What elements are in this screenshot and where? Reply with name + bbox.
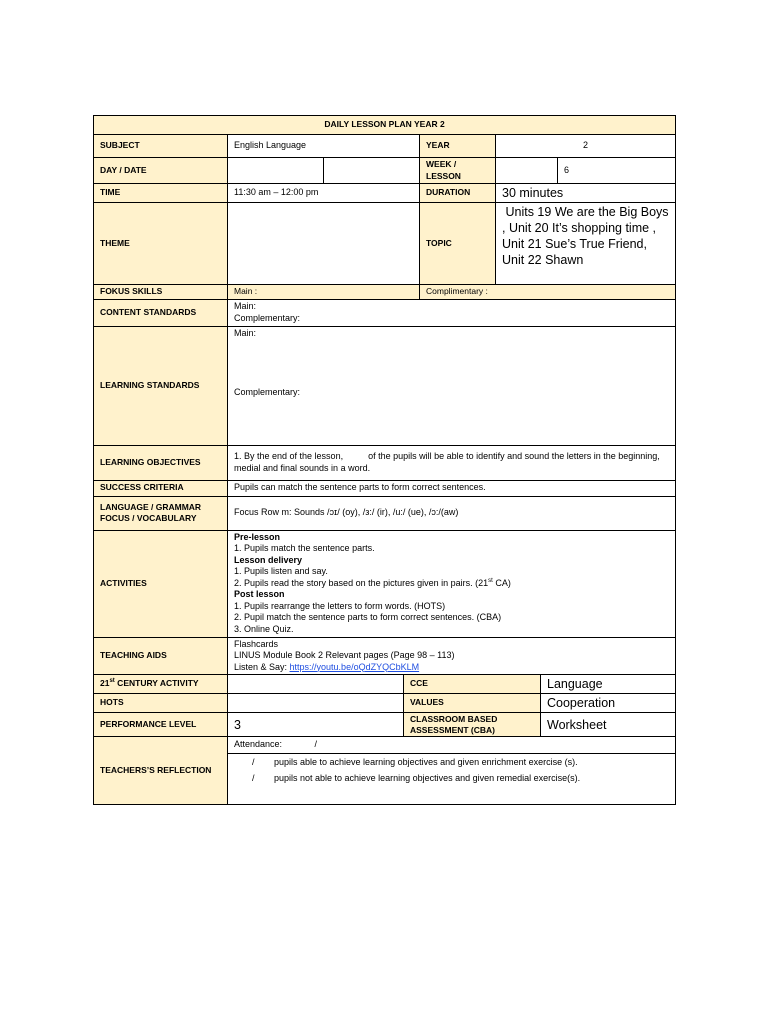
theme-value	[228, 203, 420, 285]
performance-level-value: 3	[228, 713, 404, 737]
cba-label: CLASSROOM BASED ASSESSMENT (CBA)	[404, 713, 541, 737]
duration-value: 30 minutes	[496, 184, 676, 203]
aid-module: LINUS Module Book 2 Relevant pages (Page 98 – 113)	[234, 650, 455, 660]
hots-value	[228, 694, 404, 713]
pre-lesson-step: 1. Pupils match the sentence parts.	[234, 543, 375, 553]
success-criteria-label: SUCCESS CRITERIA	[94, 480, 228, 496]
content-complementary: Complementary:	[234, 312, 301, 323]
learning-objectives-label: LEARNING OBJECTIVES	[94, 445, 228, 480]
aid-listen-say: Listen & Say: https://youtu.be/oQdZYQCbKLM	[234, 661, 420, 672]
reflection-enrichment: / pupils able to achieve learning objectives and given enrichment exercise (s).	[252, 757, 578, 767]
content-standards-label: CONTENT STANDARDS	[94, 299, 228, 326]
reflection-label: TEACHERS’S REFLECTION	[94, 737, 228, 805]
year-label: YEAR	[420, 135, 496, 158]
learning-main: Main:	[234, 327, 257, 338]
cce-label: CCE	[404, 675, 541, 694]
learning-objectives-value: 1. By the end of the lesson, of the pupils will be able to identify and sound the letters in the beginning, medial and final sounds in a word.	[228, 445, 676, 480]
pre-lesson-heading: Pre-lesson	[234, 531, 281, 542]
time-value: 11:30 am – 12:00 pm	[228, 184, 420, 203]
page-title: DAILY LESSON PLAN YEAR 2	[94, 116, 676, 135]
cce-value: Language	[541, 675, 676, 694]
aid-flashcards: Flashcards	[234, 638, 279, 649]
activities-value	[228, 530, 676, 637]
topic-value: Units 19 We are the Big Boys , Unit 20 It’s shopping time , Unit 21 Sue’s True Friend, Unit 22 Shawn	[496, 203, 676, 285]
subject-value: English Language	[228, 135, 420, 158]
learning-complementary: Complementary:	[234, 387, 301, 397]
fokus-complimentary: Complimentary :	[420, 285, 676, 300]
topic-label: TOPIC	[420, 203, 496, 285]
delivery-step: 1. Pupils listen and say.	[234, 566, 328, 576]
activities-label: ACTIVITIES	[94, 530, 228, 637]
hots-label: HOTS	[94, 694, 228, 713]
language-focus-label: LANGUAGE / GRAMMAR FOCUS / VOCABULARY	[94, 496, 228, 530]
reflection-remedial: / pupils not able to achieve learning objectives and given remedial exercise(s).	[252, 772, 581, 783]
theme-label: THEME	[94, 203, 228, 285]
century-activity-label: 21st CENTURY ACTIVITY	[94, 675, 228, 694]
day-cell	[228, 158, 324, 184]
teaching-aids-value	[228, 637, 676, 675]
week-lesson-label: WEEK / LESSON	[420, 158, 496, 184]
post-lesson-step: 1. Pupils rearrange the letters to form words. (HOTS)	[234, 600, 446, 611]
values-label: VALUES	[404, 694, 541, 713]
day-date-label: DAY / DATE	[94, 158, 228, 184]
century-activity-value	[228, 675, 404, 694]
subject-label: SUBJECT	[94, 135, 228, 158]
content-standards-value	[228, 299, 676, 326]
youtube-link[interactable]: https://youtu.be/oQdZYQCbKLM	[289, 661, 420, 672]
duration-label: DURATION	[420, 184, 496, 203]
time-label: TIME	[94, 184, 228, 203]
date-cell	[324, 158, 420, 184]
success-criteria-value: Pupils can match the sentence parts to form correct sentences.	[228, 480, 676, 496]
lesson-plan-sheet	[93, 115, 675, 805]
reflection-lines	[228, 754, 676, 805]
attendance: Attendance: /	[228, 737, 676, 754]
lesson-delivery-heading: Lesson delivery	[234, 554, 303, 565]
learning-standards-label: LEARNING STANDARDS	[94, 326, 228, 445]
lesson-value: 6	[558, 158, 676, 184]
post-lesson-step: 3. Online Quiz.	[234, 623, 294, 634]
fokus-main: Main :	[228, 285, 420, 300]
post-lesson-heading: Post lesson	[234, 589, 285, 599]
language-focus-value: Focus Row m: Sounds /ɔɪ/ (oy), /з:/ (ir), /u:/ (ue), /ɔ:/(aw)	[228, 496, 676, 530]
delivery-step: 2. Pupils read the story based on the pictures given in pairs. (21st CA)	[234, 577, 511, 588]
cba-value: Worksheet	[541, 713, 676, 737]
year-value: 2	[496, 135, 676, 158]
content-main: Main:	[234, 301, 257, 311]
values-value: Cooperation	[541, 694, 676, 713]
learning-standards-value	[228, 326, 676, 445]
fokus-skills-label: FOKUS SKILLS	[94, 285, 228, 300]
performance-level-label: PERFORMANCE LEVEL	[94, 713, 228, 737]
post-lesson-step: 2. Pupil match the sentence parts to form correct sentences. (CBA)	[234, 612, 502, 622]
lesson-plan-table	[93, 115, 676, 805]
teaching-aids-label: TEACHING AIDS	[94, 637, 228, 675]
week-value	[496, 158, 558, 184]
